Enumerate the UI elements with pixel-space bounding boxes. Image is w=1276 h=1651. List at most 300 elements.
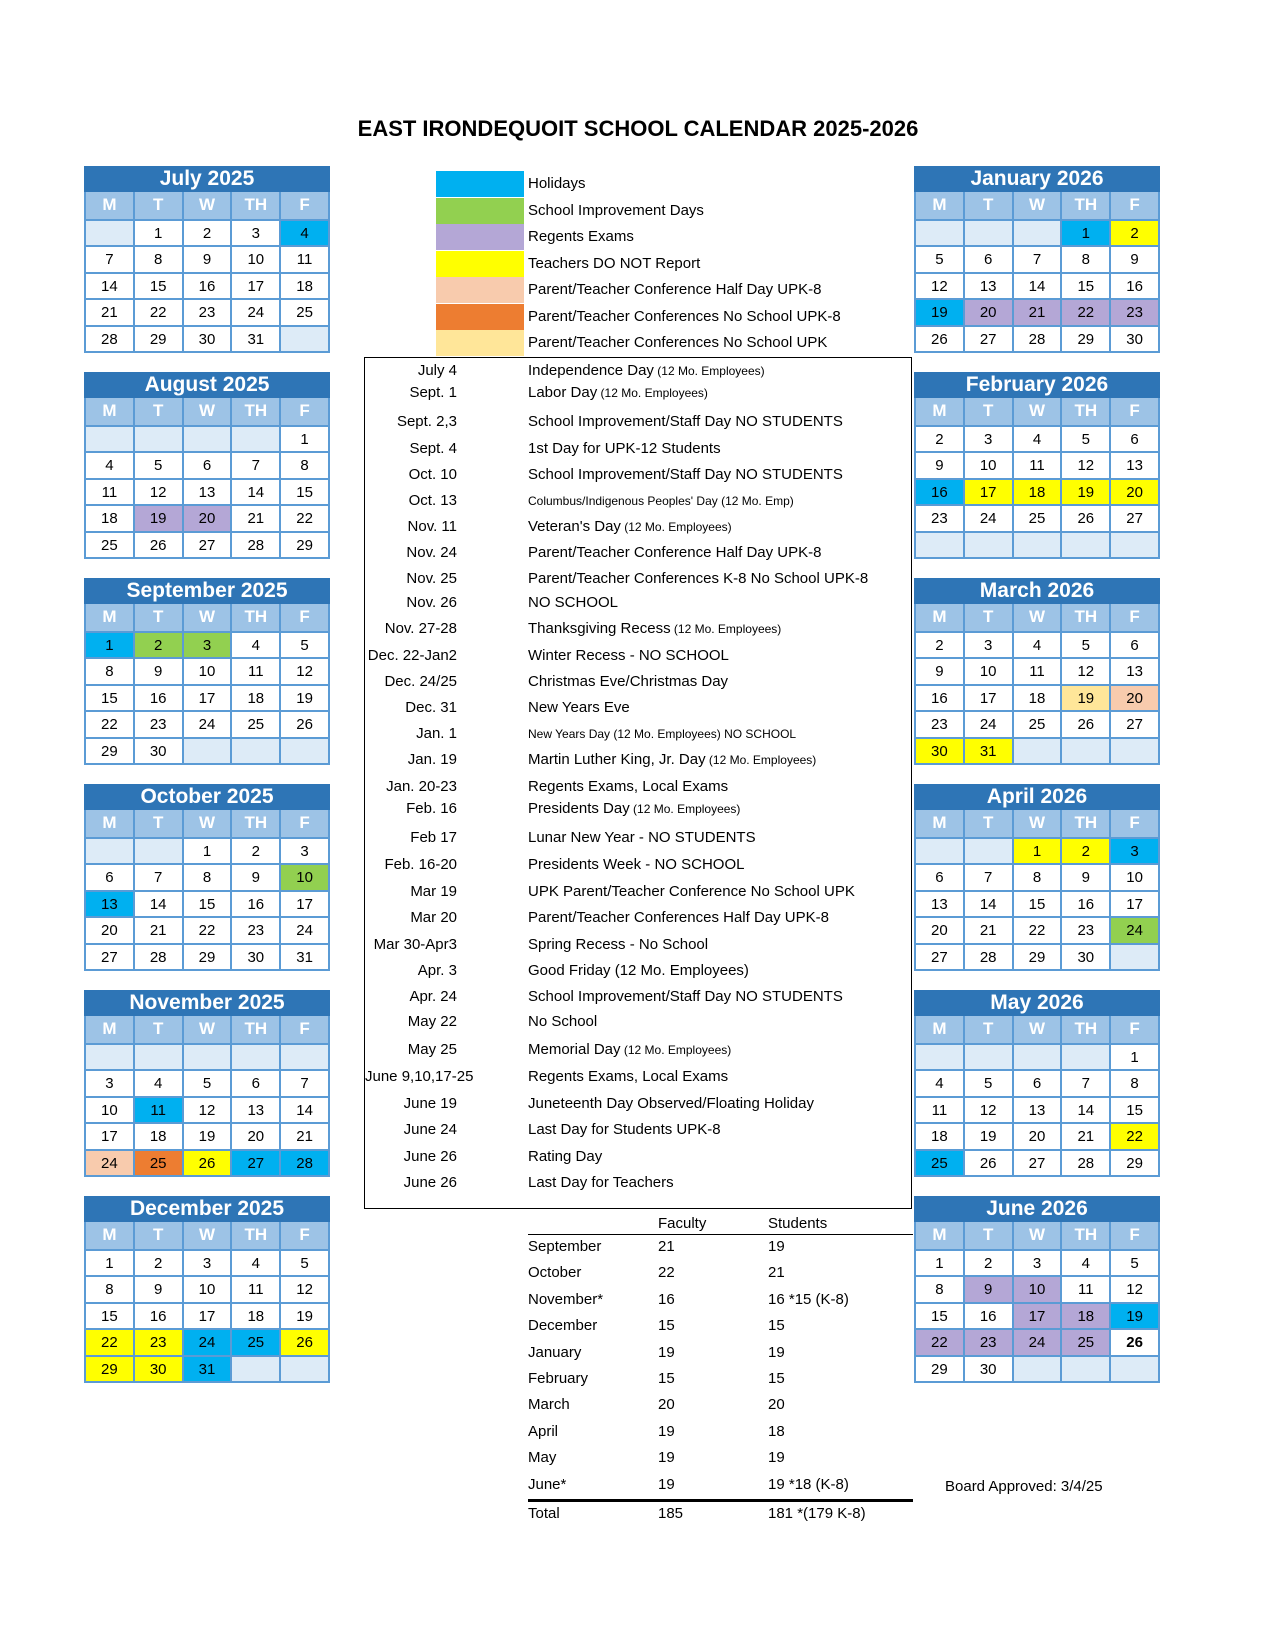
days-cell: 19 bbox=[768, 1449, 785, 1467]
day-cell: 9 bbox=[1062, 863, 1111, 890]
day-cell: 12 bbox=[281, 1275, 330, 1302]
day-cell bbox=[965, 837, 1014, 864]
day-cell: 29 bbox=[86, 1355, 135, 1382]
days-cell: 18 bbox=[768, 1422, 785, 1440]
weekday-header: F bbox=[281, 398, 330, 425]
days-cell: February bbox=[528, 1369, 589, 1387]
day-cell: 6 bbox=[184, 451, 233, 478]
weekday-header: F bbox=[281, 1222, 330, 1249]
day-cell: 16 bbox=[916, 684, 965, 711]
days-cell: 19 bbox=[658, 1422, 675, 1440]
day-cell: 9 bbox=[916, 451, 965, 478]
month-calendar bbox=[914, 166, 1160, 353]
day-cell: 29 bbox=[1111, 1149, 1160, 1176]
day-cell bbox=[1062, 1355, 1111, 1382]
day-cell bbox=[135, 837, 184, 864]
days-row bbox=[528, 1288, 913, 1314]
day-cell bbox=[232, 1355, 281, 1382]
weekday-header: F bbox=[1111, 192, 1160, 219]
day-cell: 24 bbox=[965, 710, 1014, 737]
day-cell: 30 bbox=[135, 1355, 184, 1382]
weekday-header: T bbox=[965, 1016, 1014, 1043]
day-cell: 27 bbox=[1111, 504, 1160, 531]
day-cell: 27 bbox=[232, 1149, 281, 1176]
event-name: Regents Exams, Local Exams bbox=[528, 1068, 729, 1085]
day-cell: 11 bbox=[232, 1275, 281, 1302]
month-calendar bbox=[84, 1196, 330, 1383]
day-cell bbox=[916, 531, 965, 558]
event-text bbox=[528, 856, 744, 873]
day-cell: 27 bbox=[1014, 1149, 1063, 1176]
day-cell bbox=[1111, 531, 1160, 558]
day-cell: 30 bbox=[1062, 943, 1111, 970]
weekday-header: F bbox=[1111, 398, 1160, 425]
weekday-header: F bbox=[281, 810, 330, 837]
weekday-header: T bbox=[135, 810, 184, 837]
days-row bbox=[528, 1314, 913, 1340]
day-cell: 8 bbox=[1111, 1069, 1160, 1096]
day-cell: 16 bbox=[1062, 890, 1111, 917]
event-text bbox=[528, 1121, 721, 1138]
days-cell: 19 bbox=[768, 1343, 785, 1361]
day-cell: 26 bbox=[1062, 710, 1111, 737]
event-name: Memorial Day bbox=[528, 1041, 621, 1058]
weekday-header: W bbox=[184, 192, 233, 219]
event-date: Jan. 19 bbox=[407, 751, 457, 768]
day-cell: 20 bbox=[86, 916, 135, 943]
day-cell: 4 bbox=[135, 1069, 184, 1096]
day-cell: 29 bbox=[281, 531, 330, 558]
day-cell: 3 bbox=[86, 1069, 135, 1096]
month-grid bbox=[914, 1016, 1160, 1177]
event-date: Apr. 3 bbox=[417, 962, 457, 979]
day-cell: 12 bbox=[1062, 657, 1111, 684]
days-cell: October bbox=[528, 1264, 582, 1282]
day-cell: 25 bbox=[232, 1328, 281, 1355]
days-total-cell: Total bbox=[528, 1504, 560, 1522]
day-cell: 1 bbox=[86, 631, 135, 658]
days-cell: 15 bbox=[768, 1369, 785, 1387]
day-cell: 5 bbox=[135, 451, 184, 478]
day-cell: 15 bbox=[86, 1302, 135, 1329]
day-cell: 28 bbox=[135, 943, 184, 970]
weekday-header: F bbox=[1111, 810, 1160, 837]
weekday-header: W bbox=[1014, 398, 1063, 425]
event-name: Veteran's Day bbox=[528, 518, 621, 535]
day-cell: 31 bbox=[281, 943, 330, 970]
days-cell: 19 bbox=[768, 1238, 785, 1255]
legend-swatch bbox=[436, 198, 524, 224]
board-approved-note: Board Approved: 3/4/25 bbox=[945, 1478, 1103, 1495]
event-text bbox=[528, 1095, 814, 1112]
day-cell: 22 bbox=[184, 916, 233, 943]
event-date: Mar 30-Apr3 bbox=[373, 936, 457, 953]
day-cell: 29 bbox=[135, 325, 184, 352]
day-cell: 22 bbox=[86, 710, 135, 737]
event-name: Parent/Teacher Conference Half Day UPK-8 bbox=[528, 544, 822, 561]
month-title: October 2025 bbox=[84, 784, 330, 810]
page-title: EAST IRONDEQUOIT SCHOOL CALENDAR 2025-2026 bbox=[357, 116, 919, 141]
event-note: (12 Mo. Employees) bbox=[653, 364, 765, 378]
event-name: Independence Day bbox=[528, 362, 654, 379]
month-grid bbox=[84, 1016, 330, 1177]
event-name: School Improvement/Staff Day NO STUDENTS bbox=[528, 466, 843, 483]
day-cell: 18 bbox=[1014, 684, 1063, 711]
day-cell: 4 bbox=[1014, 631, 1063, 658]
day-cell bbox=[965, 1043, 1014, 1070]
day-cell: 7 bbox=[965, 863, 1014, 890]
day-cell: 10 bbox=[86, 1096, 135, 1123]
event-name: Rating Day bbox=[528, 1148, 603, 1165]
day-cell: 4 bbox=[232, 631, 281, 658]
day-cell: 16 bbox=[1111, 272, 1160, 299]
days-row bbox=[528, 1473, 913, 1499]
days-cell: 21 bbox=[658, 1238, 675, 1255]
day-cell: 24 bbox=[1014, 1328, 1063, 1355]
days-total-cell: 181 *(179 K-8) bbox=[768, 1504, 866, 1522]
day-cell: 14 bbox=[1014, 272, 1063, 299]
day-cell: 9 bbox=[184, 245, 233, 272]
days-cell: 19 bbox=[658, 1475, 675, 1493]
day-cell: 4 bbox=[232, 1249, 281, 1276]
event-name: 1st Day for UPK-12 Students bbox=[528, 440, 721, 457]
day-cell bbox=[1062, 737, 1111, 764]
day-cell: 7 bbox=[1062, 1069, 1111, 1096]
day-cell: 25 bbox=[916, 1149, 965, 1176]
event-date: Dec. 24/25 bbox=[384, 673, 457, 690]
weekday-header: F bbox=[1111, 1222, 1160, 1249]
event-text bbox=[528, 829, 756, 846]
day-cell: 26 bbox=[965, 1149, 1014, 1176]
event-date: Nov. 27-28 bbox=[384, 620, 457, 637]
day-cell: 26 bbox=[281, 1328, 330, 1355]
days-row bbox=[528, 1341, 913, 1367]
day-cell bbox=[184, 425, 233, 452]
day-cell: 31 bbox=[184, 1355, 233, 1382]
month-calendar bbox=[914, 578, 1160, 765]
weekday-header: F bbox=[281, 192, 330, 219]
day-cell: 7 bbox=[232, 451, 281, 478]
day-cell: 5 bbox=[1062, 631, 1111, 658]
day-cell: 13 bbox=[232, 1096, 281, 1123]
day-cell: 24 bbox=[184, 1328, 233, 1355]
month-title: December 2025 bbox=[84, 1196, 330, 1222]
day-cell: 17 bbox=[1014, 1302, 1063, 1329]
weekday-header: TH bbox=[1062, 604, 1111, 631]
day-cell: 2 bbox=[1062, 837, 1111, 864]
day-cell: 4 bbox=[281, 219, 330, 246]
day-cell bbox=[86, 425, 135, 452]
day-cell: 7 bbox=[86, 245, 135, 272]
day-cell: 13 bbox=[965, 272, 1014, 299]
event-text bbox=[528, 440, 721, 457]
day-cell: 26 bbox=[1062, 504, 1111, 531]
weekday-header: T bbox=[135, 1222, 184, 1249]
weekday-header: TH bbox=[1062, 192, 1111, 219]
day-cell: 17 bbox=[184, 1302, 233, 1329]
legend-swatch bbox=[436, 224, 524, 250]
day-cell: 8 bbox=[1014, 863, 1063, 890]
day-cell bbox=[916, 837, 965, 864]
event-text bbox=[528, 699, 630, 716]
event-name: School Improvement/Staff Day NO STUDENTS bbox=[528, 988, 843, 1005]
day-cell: 18 bbox=[281, 272, 330, 299]
day-cell: 12 bbox=[184, 1096, 233, 1123]
day-cell: 18 bbox=[232, 1302, 281, 1329]
legend-label: School Improvement Days bbox=[528, 201, 704, 219]
day-cell: 9 bbox=[916, 657, 965, 684]
weekday-header: T bbox=[135, 604, 184, 631]
day-cell: 10 bbox=[1111, 863, 1160, 890]
day-cell: 2 bbox=[916, 631, 965, 658]
day-cell: 24 bbox=[86, 1149, 135, 1176]
day-cell: 22 bbox=[281, 504, 330, 531]
event-date: Jan. 1 bbox=[416, 725, 457, 742]
day-cell: 15 bbox=[1111, 1096, 1160, 1123]
event-text bbox=[528, 778, 728, 795]
weekday-header: F bbox=[1111, 1016, 1160, 1043]
days-col-header: Students bbox=[768, 1215, 828, 1232]
event-text bbox=[528, 518, 732, 535]
weekday-header: W bbox=[1014, 192, 1063, 219]
legend-label: Parent/Teacher Conferences No School UPK-8 bbox=[528, 307, 841, 325]
weekday-header: T bbox=[965, 398, 1014, 425]
day-cell: 20 bbox=[184, 504, 233, 531]
weekday-header: M bbox=[86, 810, 135, 837]
days-cell: March bbox=[528, 1396, 570, 1414]
day-cell: 12 bbox=[916, 272, 965, 299]
day-cell: 2 bbox=[184, 219, 233, 246]
day-cell: 19 bbox=[916, 298, 965, 325]
day-cell: 18 bbox=[1014, 478, 1063, 505]
day-cell: 16 bbox=[135, 684, 184, 711]
event-name: Last Day for Students UPK-8 bbox=[528, 1121, 721, 1138]
weekday-header: T bbox=[965, 810, 1014, 837]
event-text bbox=[528, 962, 749, 979]
days-cell: 22 bbox=[658, 1264, 675, 1282]
month-title: March 2026 bbox=[914, 578, 1160, 604]
day-cell: 28 bbox=[232, 531, 281, 558]
event-date: Nov. 25 bbox=[406, 570, 457, 587]
day-cell: 19 bbox=[184, 1122, 233, 1149]
day-cell: 4 bbox=[86, 451, 135, 478]
day-cell: 22 bbox=[86, 1328, 135, 1355]
month-grid bbox=[84, 192, 330, 353]
event-name: Parent/Teacher Conferences K-8 No School UPK-8 bbox=[528, 570, 869, 587]
day-cell: 8 bbox=[916, 1275, 965, 1302]
days-cell: 16 *15 (K-8) bbox=[768, 1290, 849, 1308]
event-name: UPK Parent/Teacher Conference No School UPK bbox=[528, 883, 855, 900]
day-cell: 23 bbox=[965, 1328, 1014, 1355]
day-cell: 18 bbox=[1062, 1302, 1111, 1329]
day-cell bbox=[281, 325, 330, 352]
event-note: (12 Mo. Employees) bbox=[629, 802, 741, 816]
day-cell: 31 bbox=[232, 325, 281, 352]
days-cell: 19 bbox=[658, 1449, 675, 1467]
day-cell: 1 bbox=[916, 1249, 965, 1276]
day-cell: 25 bbox=[1014, 504, 1063, 531]
weekday-header: TH bbox=[232, 1016, 281, 1043]
day-cell: 1 bbox=[1014, 837, 1063, 864]
event-text bbox=[528, 466, 843, 483]
event-text bbox=[528, 1068, 728, 1085]
day-cell: 4 bbox=[1062, 1249, 1111, 1276]
month-title: April 2026 bbox=[914, 784, 1160, 810]
month-calendar bbox=[84, 784, 330, 971]
day-cell: 12 bbox=[1062, 451, 1111, 478]
day-cell: 25 bbox=[1014, 710, 1063, 737]
event-text bbox=[528, 544, 821, 561]
day-cell: 25 bbox=[1062, 1328, 1111, 1355]
day-cell: 17 bbox=[965, 478, 1014, 505]
month-calendar bbox=[84, 166, 330, 353]
day-cell: 13 bbox=[184, 478, 233, 505]
month-title: January 2026 bbox=[914, 166, 1160, 192]
day-cell: 21 bbox=[965, 916, 1014, 943]
event-name: Last Day for Teachers bbox=[528, 1174, 674, 1191]
event-text bbox=[528, 673, 728, 690]
day-cell: 28 bbox=[86, 325, 135, 352]
event-date: Nov. 26 bbox=[406, 594, 457, 611]
days-row bbox=[528, 1367, 913, 1393]
day-cell: 23 bbox=[232, 916, 281, 943]
day-cell: 1 bbox=[1062, 219, 1111, 246]
day-cell bbox=[1014, 1043, 1063, 1070]
day-cell bbox=[86, 837, 135, 864]
day-cell: 30 bbox=[916, 737, 965, 764]
day-cell: 2 bbox=[965, 1249, 1014, 1276]
month-calendar bbox=[84, 372, 330, 559]
days-cell: April bbox=[528, 1422, 559, 1440]
day-cell: 5 bbox=[916, 245, 965, 272]
event-text bbox=[528, 413, 843, 430]
day-cell: 3 bbox=[184, 631, 233, 658]
days-cell: January bbox=[528, 1343, 582, 1361]
day-cell: 10 bbox=[184, 1275, 233, 1302]
days-cell: 19 bbox=[658, 1343, 675, 1361]
event-note: (12 Mo. Employees) bbox=[597, 386, 708, 400]
event-date: June 19 bbox=[403, 1095, 457, 1112]
day-cell: 16 bbox=[965, 1302, 1014, 1329]
day-cell: 2 bbox=[135, 631, 184, 658]
day-cell: 6 bbox=[1111, 631, 1160, 658]
day-cell: 8 bbox=[86, 1275, 135, 1302]
event-name: Good Friday (12 Mo. Employees) bbox=[528, 962, 749, 979]
weekday-header: T bbox=[135, 398, 184, 425]
days-row bbox=[528, 1235, 913, 1261]
month-grid bbox=[84, 810, 330, 971]
day-cell: 11 bbox=[135, 1096, 184, 1123]
weekday-header: W bbox=[184, 604, 233, 631]
day-cell bbox=[916, 219, 965, 246]
events-list bbox=[364, 357, 912, 1209]
day-cell: 13 bbox=[916, 890, 965, 917]
weekday-header: W bbox=[184, 1222, 233, 1249]
weekday-header: TH bbox=[232, 192, 281, 219]
day-cell bbox=[965, 219, 1014, 246]
day-cell: 13 bbox=[86, 890, 135, 917]
weekday-header: T bbox=[135, 192, 184, 219]
day-cell: 11 bbox=[916, 1096, 965, 1123]
legend-swatch bbox=[436, 304, 524, 330]
day-cell: 6 bbox=[965, 245, 1014, 272]
event-date: June 26 bbox=[403, 1148, 457, 1165]
day-cell: 29 bbox=[86, 737, 135, 764]
weekday-header: M bbox=[86, 604, 135, 631]
day-cell: 9 bbox=[135, 1275, 184, 1302]
event-date: Sept. 2,3 bbox=[396, 413, 457, 430]
weekday-header: T bbox=[965, 192, 1014, 219]
event-text bbox=[528, 800, 740, 817]
days-cell: 21 bbox=[768, 1264, 785, 1282]
days-cell: 16 bbox=[658, 1290, 675, 1308]
day-cell: 22 bbox=[135, 298, 184, 325]
days-cell: December bbox=[528, 1317, 598, 1335]
day-cell bbox=[232, 737, 281, 764]
day-cell: 16 bbox=[916, 478, 965, 505]
day-cell: 24 bbox=[232, 298, 281, 325]
days-cell: May bbox=[528, 1449, 557, 1467]
day-cell bbox=[1111, 943, 1160, 970]
day-cell: 19 bbox=[281, 684, 330, 711]
day-cell: 9 bbox=[1111, 245, 1160, 272]
day-cell: 13 bbox=[1014, 1096, 1063, 1123]
weekday-header: M bbox=[86, 398, 135, 425]
day-cell: 25 bbox=[281, 298, 330, 325]
day-cell: 10 bbox=[232, 245, 281, 272]
day-cell: 12 bbox=[965, 1096, 1014, 1123]
weekday-header: TH bbox=[1062, 810, 1111, 837]
day-cell: 5 bbox=[1062, 425, 1111, 452]
event-date: June 26 bbox=[403, 1174, 457, 1191]
month-grid bbox=[84, 1222, 330, 1383]
day-cell bbox=[1111, 1355, 1160, 1382]
days-row bbox=[528, 1420, 913, 1446]
legend-swatch bbox=[436, 251, 524, 277]
weekday-header: T bbox=[965, 604, 1014, 631]
month-title: May 2026 bbox=[914, 990, 1160, 1016]
days-cell: 15 bbox=[768, 1317, 785, 1335]
day-cell: 19 bbox=[1111, 1302, 1160, 1329]
days-total-cell: 185 bbox=[658, 1504, 684, 1522]
day-cell: 26 bbox=[184, 1149, 233, 1176]
weekday-header: F bbox=[281, 604, 330, 631]
weekday-header: W bbox=[184, 810, 233, 837]
day-cell: 6 bbox=[1111, 425, 1160, 452]
day-cell bbox=[1062, 531, 1111, 558]
weekday-header: TH bbox=[232, 398, 281, 425]
day-cell: 24 bbox=[281, 916, 330, 943]
days-col-header: Faculty bbox=[658, 1215, 707, 1232]
event-text bbox=[528, 751, 816, 768]
days-row bbox=[528, 1446, 913, 1472]
day-cell: 1 bbox=[135, 219, 184, 246]
day-cell: 8 bbox=[281, 451, 330, 478]
weekday-header: M bbox=[916, 1016, 965, 1043]
day-cell: 27 bbox=[86, 943, 135, 970]
day-cell: 16 bbox=[184, 272, 233, 299]
day-cell: 15 bbox=[1014, 890, 1063, 917]
day-cell: 28 bbox=[1062, 1149, 1111, 1176]
month-calendar bbox=[914, 990, 1160, 1177]
event-text bbox=[528, 1174, 674, 1191]
day-cell: 21 bbox=[86, 298, 135, 325]
day-cell bbox=[1062, 1043, 1111, 1070]
day-cell: 17 bbox=[232, 272, 281, 299]
day-cell: 7 bbox=[135, 863, 184, 890]
day-cell: 30 bbox=[1111, 325, 1160, 352]
days-cell: November* bbox=[528, 1290, 604, 1308]
